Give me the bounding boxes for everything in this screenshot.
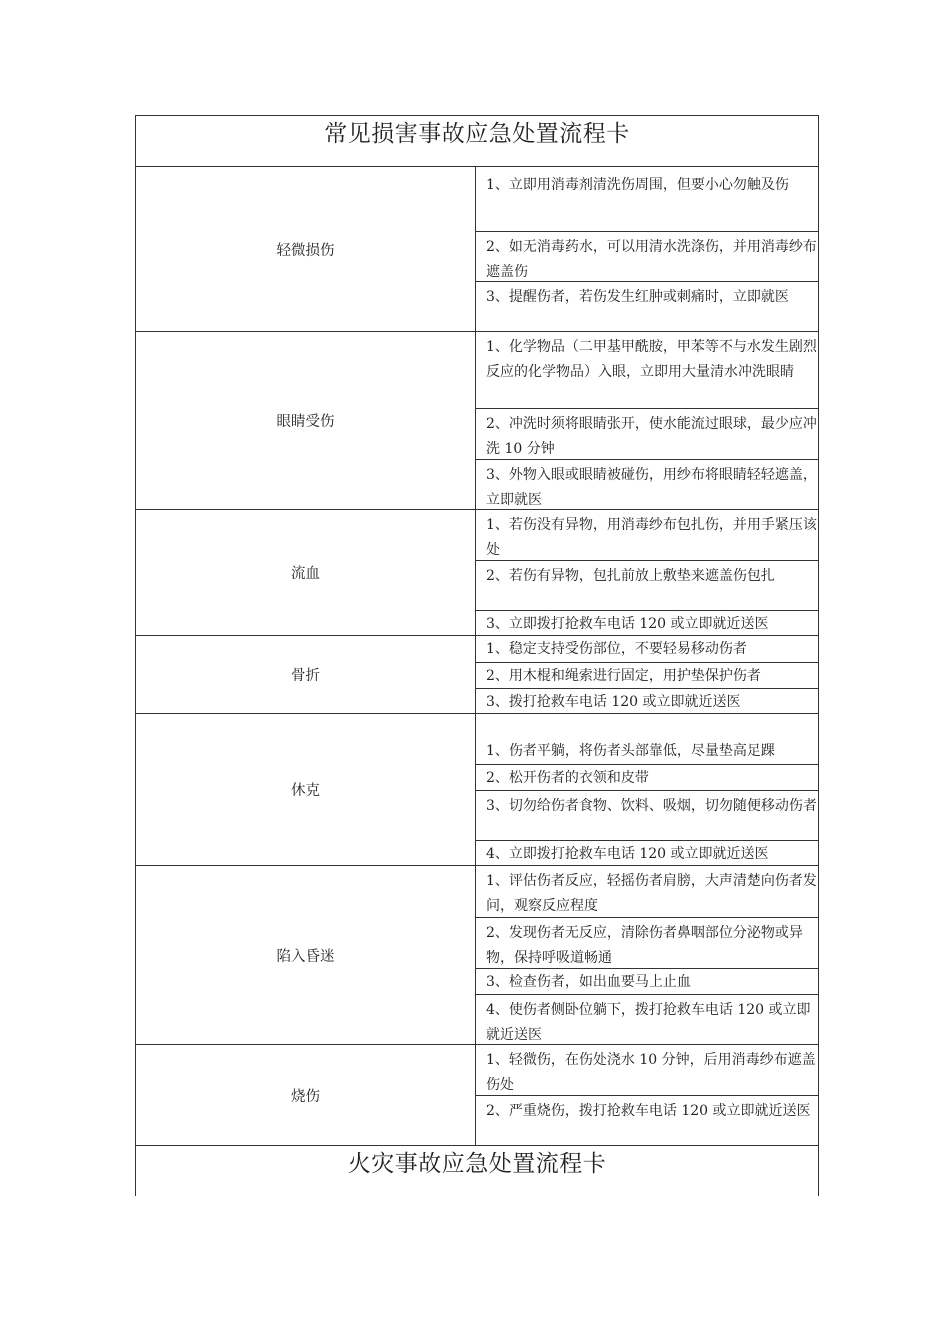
step-item: 2、冲洗时须将眼睛张开，使水能流过眼球，最少应冲洗 10 分钟 <box>476 408 818 459</box>
steps-list <box>476 866 818 1044</box>
step-item: 1、稳定支持受伤部位，不要轻易移动伤者 <box>486 641 747 657</box>
step-item: 3、提醒伤者，若伤发生红肿或刺痛时，立即就医 <box>476 281 818 331</box>
steps-list <box>476 510 818 635</box>
step-item: 4、立即拨打抢救车电话 120 或立即就近送医 <box>476 840 818 865</box>
steps-list <box>476 636 818 713</box>
step-item: 3、拨打抢救车电话 120 或立即就近送医 <box>476 688 818 713</box>
group-unconscious <box>136 866 818 1045</box>
step-item: 3、切勿给伤者食物、饮料、吸烟，切勿随便移动伤者 <box>476 790 818 840</box>
steps-list <box>476 1045 818 1145</box>
category-label: 陷入昏迷 <box>136 866 476 1044</box>
step-item: 2、松开伤者的衣领和皮带 <box>476 764 818 790</box>
step-item: 1、化学物品（二甲基甲酰胺，甲苯等不与水发生剧烈反应的化学物品）入眼，立即用大量清水冲洗眼睛 <box>486 339 817 380</box>
step-item: 1、伤者平躺，将伤者头部靠低，尽量垫高足踝 <box>486 743 775 759</box>
step-item: 2、如无消毒药水，可以用清水洗涤伤，并用消毒纱布遮盖伤 <box>476 231 818 281</box>
step-item: 4、使伤者侧卧位躺下，拨打抢救车电话 120 或立即就近送医 <box>476 994 818 1044</box>
category-label: 流血 <box>136 510 476 635</box>
group-fracture <box>136 636 818 714</box>
category-label: 休克 <box>136 714 476 865</box>
category-label: 骨折 <box>136 636 476 713</box>
step-item: 3、立即拨打抢救车电话 120 或立即就近送医 <box>476 610 818 635</box>
step-item: 3、检查伤者，如出血要马上止血 <box>476 968 818 994</box>
step-item: 2、若伤有异物，包扎前放上敷垫来遮盖伤包扎 <box>476 560 818 610</box>
step-item: 2、发现伤者无反应，清除伤者鼻咽部位分泌物或异物，保持呼吸道畅通 <box>476 917 818 968</box>
steps-list <box>476 332 818 509</box>
step-item: 1、立即用消毒剂清洗伤周围，但要小心勿触及伤 <box>486 177 789 193</box>
category-label: 轻微损伤 <box>136 167 476 331</box>
step-item: 1、轻微伤，在伤处浇水 10 分钟，后用消毒纱布遮盖伤处 <box>486 1052 816 1093</box>
category-label: 烧伤 <box>136 1045 476 1145</box>
group-burn <box>136 1045 818 1146</box>
fire-card-title: 火灾事故应急处置流程卡 <box>347 1151 607 1177</box>
steps-list <box>476 167 818 331</box>
group-eye-injury <box>136 332 818 510</box>
group-shock <box>136 714 818 866</box>
step-item: 1、评估伤者反应，轻摇伤者肩膀，大声清楚向伤者发问，观察反应程度 <box>486 873 817 914</box>
step-item: 3、外物入眼或眼睛被碰伤，用纱布将眼睛轻轻遮盖，立即就医 <box>476 459 818 509</box>
category-label: 眼睛受伤 <box>136 332 476 509</box>
step-item: 2、严重烧伤，拨打抢救车电话 120 或立即就近送医 <box>476 1095 818 1145</box>
card-title: 常见损害事故应急处置流程卡 <box>136 116 818 167</box>
injury-procedure-card <box>135 115 819 1196</box>
step-item: 2、用木棍和绳索进行固定，用护垫保护伤者 <box>476 662 818 688</box>
step-item: 1、若伤没有异物，用消毒纱布包扎伤，并用手紧压该处 <box>486 517 817 558</box>
steps-list <box>476 714 818 865</box>
group-bleeding <box>136 510 818 636</box>
group-minor-injury <box>136 167 818 332</box>
